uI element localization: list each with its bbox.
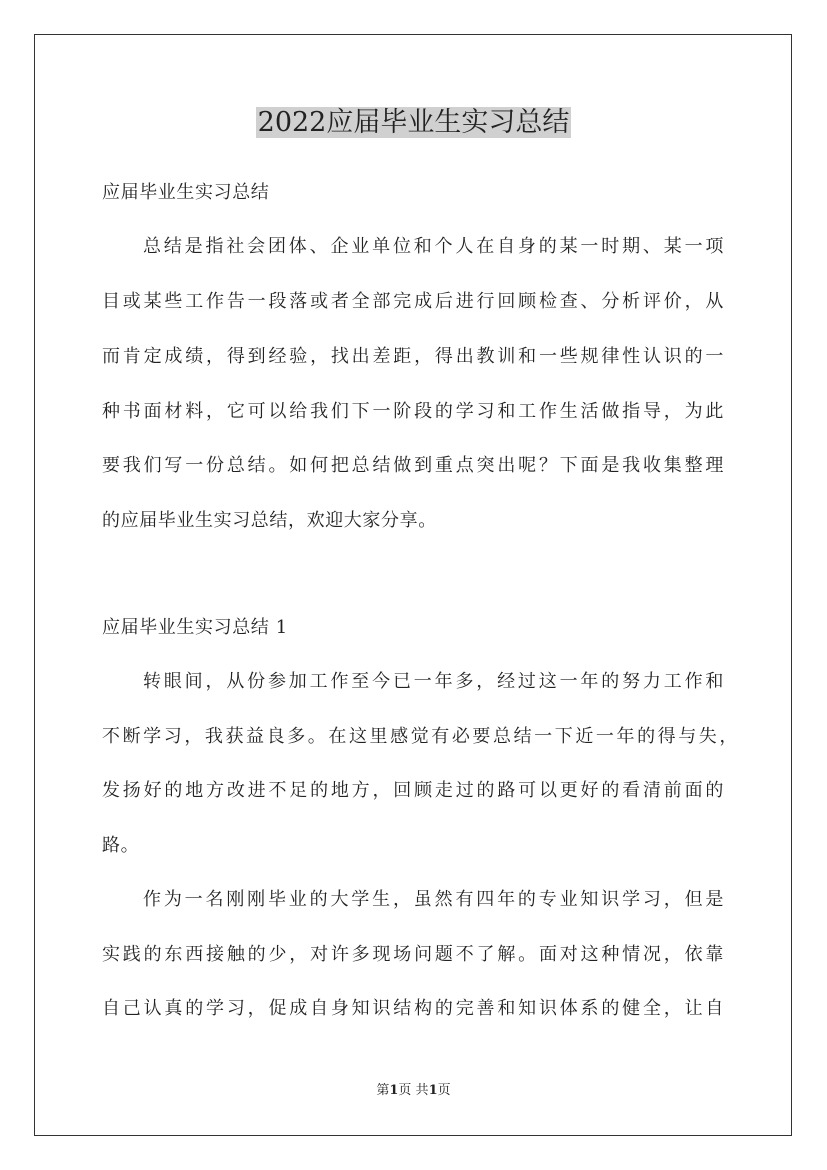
footer-page-suffix: 页 — [437, 1083, 451, 1098]
para1-line-4: 路。 — [102, 835, 140, 856]
footer-page-prefix: 第 — [376, 1083, 390, 1098]
para1-line-3: 发扬好的地方改进不足的地方，回顾走过的路可以更好的看清前面的 — [102, 780, 724, 801]
para1-line-1: 转眼间，从份参加工作至今已一年多，经过这一年的努力工作和 — [143, 671, 724, 692]
footer-page-total: 1 — [428, 1083, 438, 1098]
intro-line-6: 的应届毕业生实习总结，欢迎大家分享。 — [102, 510, 437, 531]
para2-line-2: 实践的东西接触的少，对许多现场问题不了解。面对这种情况，依靠 — [102, 944, 724, 965]
intro-line-5: 要我们写一份总结。如何把总结做到重点突出呢？下面是我收集整理 — [102, 455, 724, 476]
intro-line-3: 而肯定成绩，得到经验，找出差距，得出教训和一些规律性认识的一 — [102, 346, 724, 367]
section1-heading: 应届毕业生实习总结 1 — [102, 617, 288, 638]
para2-line-1: 作为一名刚刚毕业的大学生，虽然有四年的专业知识学习，但是 — [143, 889, 724, 910]
para1-line-2: 不断学习，我获益良多。在这里感觉有必要总结一下近一年的得与失， — [102, 726, 738, 747]
footer-page-current: 1 — [389, 1083, 399, 1098]
intro-line-1: 总结是指社会团体、企业单位和个人在自身的某一时期、某一项 — [143, 236, 724, 257]
para2-line-3: 自己认真的学习，促成自身知识结构的完善和知识体系的健全，让自 — [102, 998, 724, 1019]
intro-line-2: 目或某些工作告一段落或者全部完成后进行回顾检查、分析评价，从 — [102, 291, 724, 312]
document-title-text: 2022应届毕业生实习总结 — [257, 107, 570, 138]
document-title — [0, 104, 827, 142]
footer-page-mid: 页 共 — [398, 1083, 429, 1098]
page-footer — [0, 1082, 827, 1100]
intro-line-4: 种书面材料，它可以给我们下一阶段的学习和工作生活做指导，为此 — [102, 401, 724, 422]
intro-heading: 应届毕业生实习总结 — [102, 182, 270, 203]
